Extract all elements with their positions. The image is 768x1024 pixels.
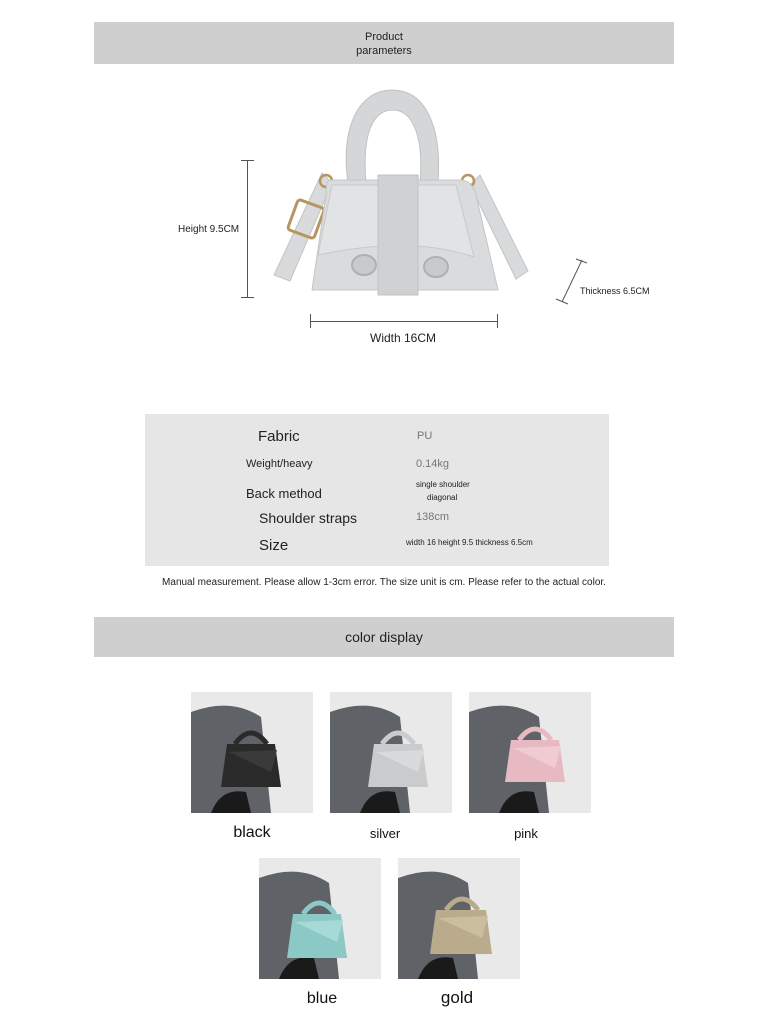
color-label-pink: pink <box>514 826 538 841</box>
color-label-blue: blue <box>306 990 338 1007</box>
height-marker-cap-bottom <box>241 297 254 298</box>
param-value-fabric: PU <box>417 430 433 442</box>
color-swatch-pink[interactable] <box>469 692 591 813</box>
gold-bag-photo <box>398 858 520 979</box>
param-value-back-method-1: single shoulder <box>416 480 470 489</box>
black-bag-photo <box>191 692 313 813</box>
param-value-shoulder-straps: 138cm <box>416 511 450 523</box>
height-marker-line <box>247 160 248 298</box>
param-label-shoulder-straps: Shoulder straps <box>259 510 358 526</box>
silver-bag-photo <box>330 692 452 813</box>
header-line-2: parameters <box>356 45 412 57</box>
param-label-fabric: Fabric <box>258 428 300 445</box>
parameter-table <box>145 414 609 566</box>
color-display-header <box>94 617 674 657</box>
param-label-size: Size <box>259 537 289 554</box>
param-value-weight: 0.14kg <box>416 458 450 470</box>
thickness-marker <box>554 256 588 306</box>
width-marker-line <box>310 321 498 322</box>
color-swatch-gold[interactable] <box>398 858 520 979</box>
param-value-size: width 16 height 9.5 thickness 6.5cm <box>406 538 533 547</box>
header-line-1: Product <box>365 31 403 43</box>
color-label-silver: silver <box>369 826 401 841</box>
color-label-black: black <box>233 824 271 841</box>
blue-bag-photo <box>259 858 381 979</box>
param-value-back-method-2: diagonal <box>427 493 458 502</box>
height-label: Height 9.5CM <box>178 224 240 235</box>
param-label-weight: Weight/heavy <box>246 458 313 470</box>
width-marker-cap-right <box>497 314 498 328</box>
param-label-back-method: Back method <box>246 486 322 501</box>
pink-bag-photo <box>469 692 591 813</box>
product-parameters-header <box>94 22 674 64</box>
height-marker-cap-top <box>241 160 254 161</box>
measurement-note: Manual measurement. Please allow 1-3cm error. The size unit is cm. Please refer to the actual color. <box>162 577 606 588</box>
bag-illustration <box>260 85 550 300</box>
width-marker-cap-left <box>310 314 311 328</box>
color-swatch-black[interactable] <box>191 692 313 813</box>
color-display-title: color display <box>345 629 423 645</box>
color-swatch-silver[interactable] <box>330 692 452 813</box>
color-swatch-blue[interactable] <box>259 858 381 979</box>
thickness-label: Thickness 6.5CM <box>580 286 650 296</box>
color-label-gold: gold <box>440 988 474 1007</box>
width-label: Width 16CM <box>370 331 437 345</box>
